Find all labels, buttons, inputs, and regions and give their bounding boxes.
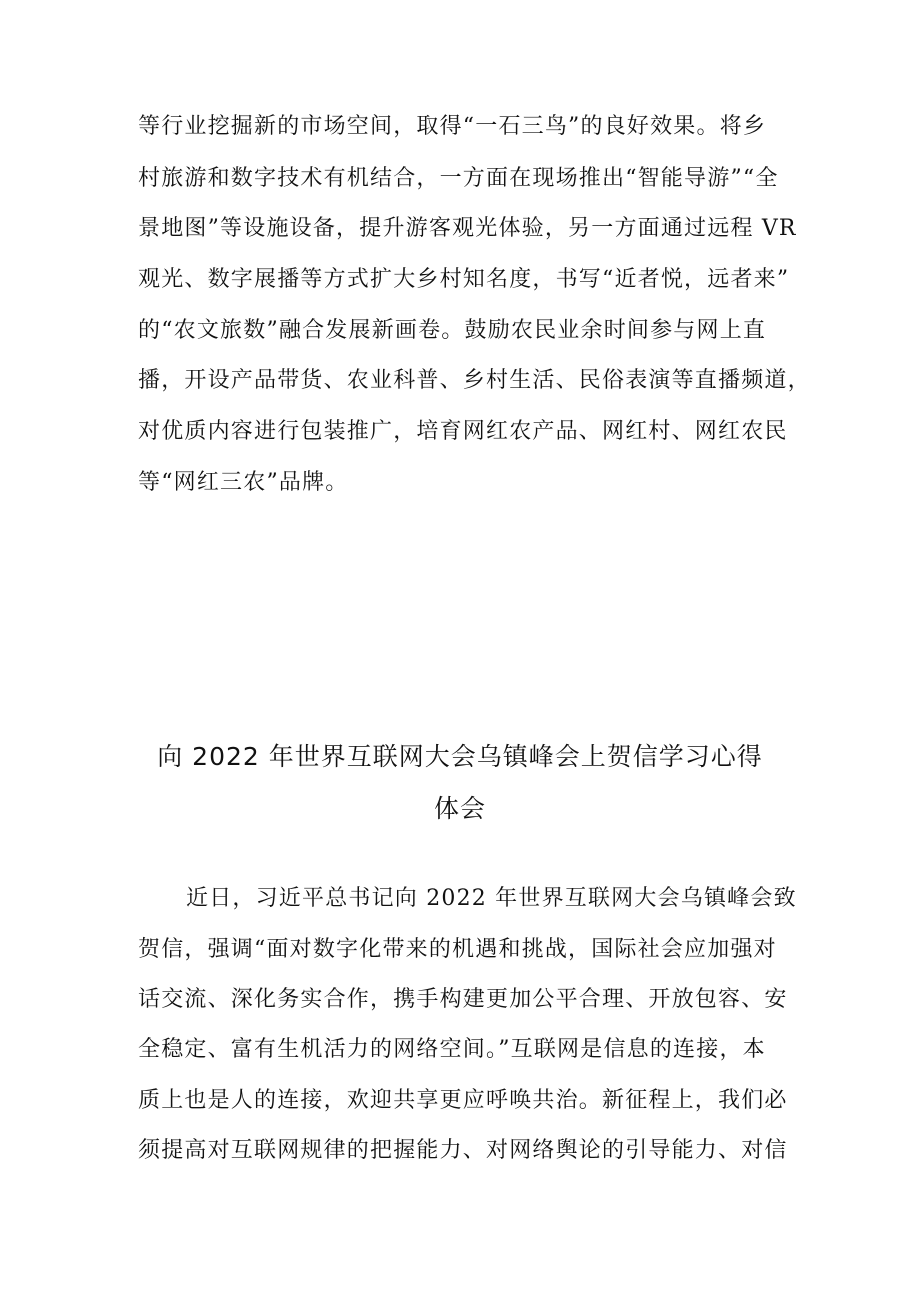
- text-line: 须提高对互联网规律的把握能力、对网络舆论的引导能力、对信: [138, 1138, 788, 1163]
- text-line: 近日，习近平总书记向 2022 年世界互联网大会乌镇峰会致: [186, 886, 797, 911]
- text-line: 全稳定、富有生机活力的网络空间。”互联网是信息的连接，本: [138, 1037, 766, 1062]
- text-line: 话交流、深化务实合作，携手构建更加公平合理、开放包容、安: [138, 987, 788, 1012]
- text-line: 对优质内容进行包装推广，培育网红农产品、网红村、网红农民: [138, 419, 788, 444]
- text-line: 等“网红三农”品牌。: [138, 470, 349, 495]
- title-line: 向 2022 年世界互联网大会乌镇峰会上贺信学习心得: [157, 742, 763, 771]
- text-line: 贺信，强调“面对数字化带来的机遇和挑战，国际社会应加强对: [138, 937, 777, 962]
- title-line: 体会: [433, 794, 486, 823]
- text-line: 的“农文旅数”融合发展新画卷。鼓励农民业余时间参与网上直: [138, 318, 767, 343]
- text-line: 村旅游和数字技术有机结合，一方面在现场推出“智能导游”“全: [138, 166, 779, 191]
- text-line: 景地图”等设施设备，提升游客观光体验，另一方面通过远程 VR: [138, 216, 797, 241]
- text-line: 等行业挖掘新的市场空间，取得“一石三鸟”的良好效果。将乡: [138, 114, 767, 139]
- text-line: 观光、数字展播等方式扩大乡村知名度，书写“近者悦，远者来”: [138, 267, 790, 292]
- text-line: 质上也是人的连接，欢迎共享更应呼唤共治。新征程上，我们必: [138, 1088, 788, 1113]
- text-line: 播，开设产品带货、农业科普、乡村生活、民俗表演等直播频道，: [138, 368, 811, 393]
